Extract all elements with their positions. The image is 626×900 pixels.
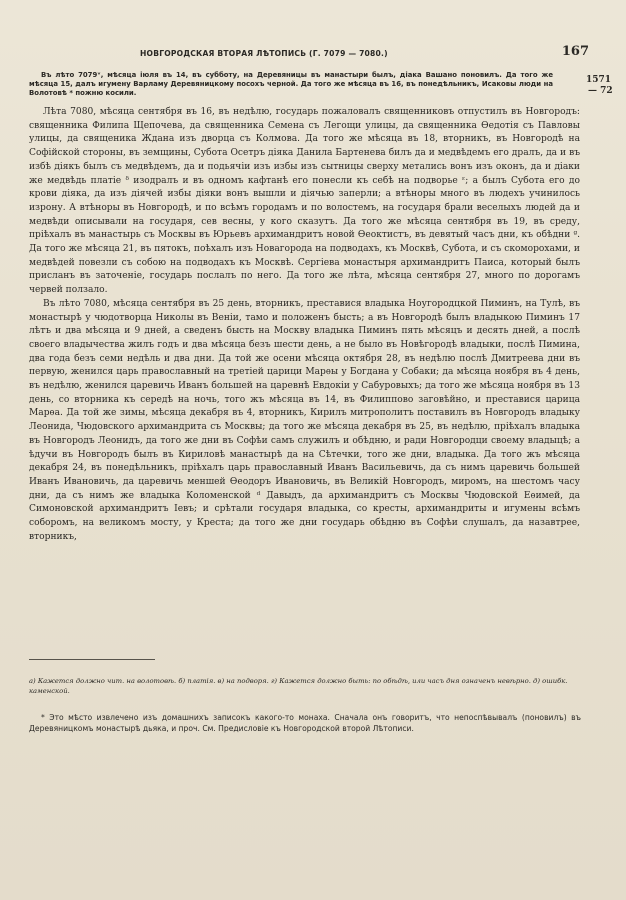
footnote-divider xyxy=(29,659,155,660)
chronicle-paragraph: Въ лѣто 7080, мѣсяца сентября въ 25 день, вторникъ, преставися владыка Ноугородцкой Пиминъ, на Тулѣ, въ монастырѣ у чюдотворца Николы въ Веніи, тамо и положенъ бысть; а въ Новгородѣ былъ владыкою Пиминъ 17 лѣтъ и два мѣсяца и 9 дней, а сведенъ бысть на Москву владыка Пиминъ пять мѣсяцъ и десять дней, а послѣ своего владычества жилъ годъ и два мѣсяца безъ шести день, а не было въ Новѣгородѣ владыки, послѣ Пимина, два года безъ семи недѣль и два дни. Да той же осени мѣсяца октября 28, въ недѣлю послѣ Дмитреева дни въ первую, женился царь православный на третіей царици Марѳы у Богдана у Собаки; да мѣсяца ноября въ 4 день, въ недѣлю, женился царевичь Иванъ большей на царевнѣ Евдокіи у Сабуровыхъ; да того же мѣсяца ноября въ 13 день, со вторника къ середѣ на ночь, того жъ мѣсяца въ 14, въ Филиппово заговѣйно, и преставися царица Марѳа. Да той же зимы, мѣсяца декабря въ 4, вторникъ, Кирилъ митрополитъ поставилъ въ Новгородъ владыку Леонида, Чюдовского архимандрита съ Москвы; да того же мѣсяца декабря въ 25, въ недѣлю, пріѣхалъ владыка въ Новгородъ Леонидъ, да того же дни въ Софѣи самъ служилъ и обѣдню, и ради Новгородци своему владыцѣ; а ѣдучи въ Новгородъ былъ въ Кириловѣ манастырѣ да на Сѣтечки, того же дни, владыка. Да того жъ мѣсяца декабря 24, въ понедѣльникъ, пріѣхалъ царь православный Иванъ Васильевичь, да съ нимъ царевичь большей Иванъ Ивановичь, да царевичь меншей Ѳеодоръ Ивановичь, въ Великій Новгородъ, миромъ, на шестомъ часу дни, да съ нимъ же владыка Коломенской ᵈ Давыдъ, да архимандритъ съ Москвы Чюдовской Еѳимей, да Симоновской архимандритъ Іевъ; и срѣтали государя владыка, со кресты, архимандриты и игумены всѣмъ соборомъ, на великомъ мосту, у Креста; да того же дни государь обѣдню въ Софѣи слушалъ, да назавтрее, вторникъ, xyxy=(29,298,580,542)
asterisk-note: * Это мѣсто извлечено изъ домашнихъ записокъ какого-то монаха. Сначала онъ говоритъ, что непоспѣвывалъ (поновилъ) въ Деревяницкомъ монастырѣ дьяка, и проч. См. Предисловіе къ Новгородской второй Лѣтописи. xyxy=(29,713,581,734)
page-number: 167 xyxy=(561,44,589,59)
lead-paragraph: Въ лѣто 7079ᵛ, мѣсяца іюля въ 14, въ субботу, на Деревяницы въ манастыри былъ, діака Вашано поновилъ. Да того же мѣсяца 15, далъ игумену Варламу Деревяницкому посохъ черной. Да того же мѣсяца въ 16, въ понедѣльникъ, Исаковы люди на Волотовѣ * пожню косили. xyxy=(29,71,553,97)
margin-year-top: 1571 xyxy=(586,75,612,85)
chronicle-text xyxy=(29,106,580,545)
footnotes: а) Кажется должно чит. на волотовѣ. б) платія. в) на подворя. г) Кажется должно быть: по обѣдѣ, или часъ дня означенъ невѣрно. д) ошибк. каменской. xyxy=(29,677,568,695)
page-header xyxy=(20,44,606,63)
margin-year-bottom: — 72 xyxy=(588,86,613,96)
chronicle-paragraph: Лѣта 7080, мѣсяца сентября въ 16, въ недѣлю, государь пожаловалъ священниковъ отпустилъ въ Новгородъ: священника Филипа Щепочева, да священника Семена съ Легощи улицы, да священника Ѳедотія съ Павловы улицы, да священика Жданa изъ дворца съ Колмова. Да того же мѣсяца въ 18, вторникъ, въ Новгородѣ на Софійской стороны, въ земщины, Субота Осетръ діяка Данила Бартенева билъ да и медвѣдемъ его дралъ, да и въ избѣ діякъ былъ съ медвѣдемъ, да и подьячіи изъ избы изъ сытницы сверху метались вонъ изъ оконъ, да и діаки же медвѣдь платіе ᵟ изодралъ и въ одномъ кафтанѣ его понесли къ себѣ на подворье ᵋ; а былъ Субота его до крови діяка, да изъ діячей избы діяки вонъ вышли и діячью заперли; а втѣноры много въ людехъ учинилось изрону. А втѣноры въ Новгородѣ, и по всѣмъ городамъ и по волостемъ, на государя брали веселыхъ людей да и медвѣди описывали на государя, сев весны, у кого сказутъ. Да того же мѣсяца сентября въ 19, въ среду, пріѣхалъ въ манастырь съ Москвы въ Юрьевъ архимандритъ новой Ѳеоктистъ, въ девятый часъ дни, къ обѣдни ᵍ. Да того же мѣсяца 21, въ пятокъ, поѣхалъ изъ Новагорода на подводахъ, къ Москвѣ, Субота, и съ скоморохами, и медвѣдей повезли съ собою на подводахъ къ Москвѣ. Сергіева монастыря архимандритъ Паиса, который былъ присланъ въ заточеніе, государь послалъ по него. Да того же лѣта, мѣсяца сентября 27, много по дорогамъ червей ползало. xyxy=(29,107,580,296)
running-title: НОВГОРОДСКАЯ ВТОРАЯ ЛѢТОПИСЬ (Г. 7079 — 7080.) xyxy=(140,49,388,58)
